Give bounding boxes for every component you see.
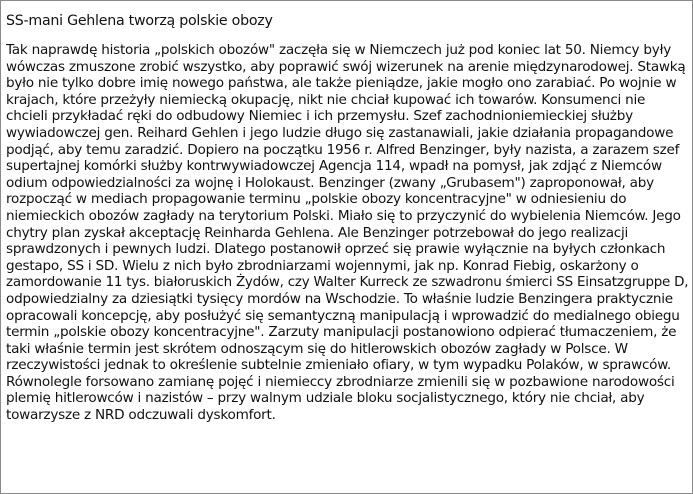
body-line: podjąć, aby temu zaradzić. Dopiero na początku 1956 r. Alfred Benzinger, były nazista, a zarazem szef (6, 141, 680, 158)
body-line: rozpocząć w mediach propagowanie terminu „polskie obozy koncentracyjne" w odniesieniu do (6, 191, 627, 208)
body-line: taki właśnie termin jest skrótem odnoszącym się do hitlerowskich obozów zagłady w Polsce. W (6, 340, 628, 357)
body-line: odpowiedzialny za dziesiątki tysięcy mordów na Wschodzie. To właśnie ludzie Benzingera praktycznie (6, 290, 673, 307)
body-line: odium odpowiedzialności za wojnę i Holokaust. Benzinger (zwany „Grubasem") zaproponował, aby (6, 174, 654, 191)
body-line: towarzysze z NRD odczuwali dyskomfort. (6, 407, 276, 424)
article-title: SS-mani Gehlena tworzą polskie obozy (6, 13, 273, 29)
body-line: Tak naprawdę historia „polskich obozów" zaczęła się w Niemczech już pod koniec lat 50. Niemcy były (6, 42, 671, 58)
article (6, 12, 690, 424)
body-line: gestapo, SS i SD. Wielu z nich było zbrodniarzami wojennymi, jak np. Konrad Fiebig, oskarżony o (6, 257, 639, 274)
body-line: było nie tylko dobre imię nowego państwa, ale także pieniądze, jakie mogło ono zarabiać. Po wojnie w (6, 75, 677, 92)
body-line: niemieckich obozów zagłady na terytorium Polski. Miało się to przyczynić do wybielenia Niemców. Jego (6, 207, 681, 224)
body-line: chcieli przykładać ręki do odbudowy Niemiec i ich przemysłu. Szef zachodnioniemieckiej służby (6, 108, 633, 125)
body-line: opracowali koncepcję, aby posłużyć się semantyczną manipulacją i wprowadzić do medialnego obiegu (6, 307, 680, 324)
body-line: supertajnej komórki służby kontrwywiadowczej Agencja 114, wpadł na pomysł, jak zdjąć z Niemców (6, 158, 662, 175)
body-line: rzeczywistości jednak to określenie subtelnie zmieniało ofiary, w tym wypadku Polaków, w sprawców. (6, 357, 671, 374)
article-body (6, 42, 690, 424)
body-line: zamordowanie 11 tys. białoruskich Żydów, czy Walter Kurreck ze szwadronu śmierci SS Einsatzgruppe D, (6, 274, 689, 291)
body-line: chytry plan zyskał akceptację Reinharda Gehlena. Ale Benzinger potrzebował do jego realizacji (6, 224, 629, 241)
body-line: krajach, które przeżyły niemiecką okupację, nikt nie chciał kupować ich towarów. Konsumenci nie (6, 91, 646, 108)
body-line: termin „polskie obozy koncentracyjne". Zarzuty manipulacji postanowiono odpierać tłumaczeniem, że (6, 324, 677, 341)
body-line: sprawdzonych i pewnych ludzi. Dlatego postanowił oprzeć się prawie wyłącznie na byłych członkach (6, 241, 666, 258)
body-line: plemię hitlerowców i nazistów – przy walnym udziale bloku socjalistycznego, który nie chciał, aby (6, 390, 645, 407)
body-line: wówczas zmuszone zrobić wszystko, aby poprawić swój wizerunek na arenie międzynarodowej. Stawką (6, 58, 686, 75)
body-line: Równolegle forsowano zamianę pojęć i niemieccy zbrodniarze zmienili się w pozbawione narodowości (6, 373, 675, 390)
body-line: wywiadowczej gen. Reihard Gehlen i jego ludzie długo się zastanawiali, jakie działania propagandowe (6, 124, 674, 141)
